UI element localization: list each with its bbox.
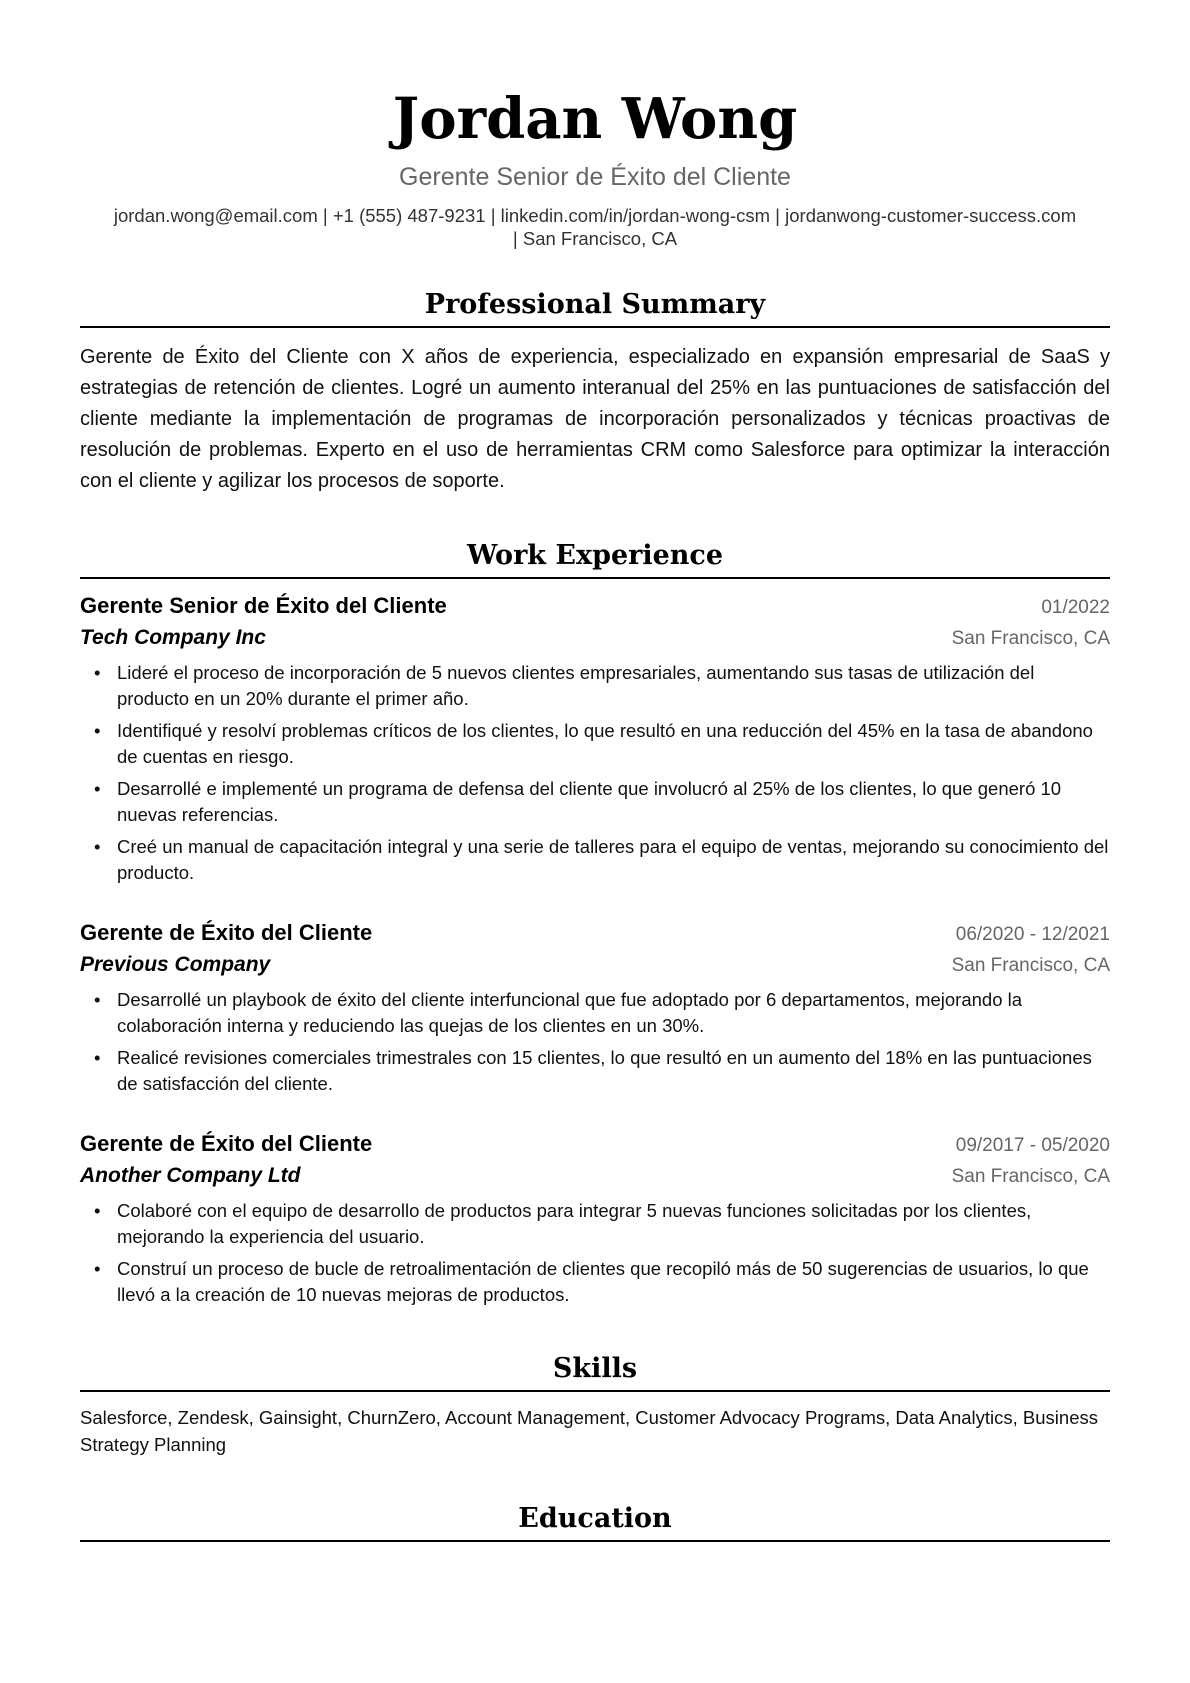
bullet-text: Construí un proceso de bucle de retroalimentación de clientes que recopiló más de 50 sugerencias de usuarios, lo que llevó a la creación de 10 nuevas mejoras de productos.: [117, 1258, 1089, 1305]
summary-section: [80, 288, 1110, 497]
job-entry: [80, 591, 1110, 886]
education-section: [80, 1502, 1110, 1542]
bullet-text: Creé un manual de capacitación integral y una serie de talleres para el equipo de ventas, mejorando su conocimiento del producto.: [117, 836, 1109, 883]
contact-info: [80, 204, 1110, 250]
job-location: San Francisco, CA: [951, 955, 1110, 976]
education-heading: Education: [80, 1502, 1110, 1542]
job-company: Tech Company Inc: [80, 626, 266, 649]
summary-text: Gerente de Éxito del Cliente con X años de experiencia, especializado en expansión empresarial de SaaS y estrategias de retención de clientes. Logré un aumento interanual del 25% en las puntuaciones de satisfacción del cliente mediante la implementación de programas de incorporación personalizados y técnicas proactivas de resolución de problemas. Experto en el uso de herramientas CRM como Salesforce para optimizar la interacción con el cliente y agilizar los procesos de soporte.: [80, 346, 1110, 492]
job-bullets: [80, 987, 1110, 1097]
bullet-item: [80, 834, 1110, 886]
job-date: 09/2017 - 05/2020: [955, 1135, 1110, 1156]
bullet-dot-icon: •: [94, 662, 101, 683]
bullet-item: [80, 1198, 1110, 1250]
bullet-item: [80, 987, 1110, 1039]
job-title: Gerente Senior de Éxito del Cliente: [80, 593, 447, 618]
candidate-name: Jordan Wong: [392, 86, 798, 152]
job-title: Gerente de Éxito del Cliente: [80, 920, 373, 945]
job-header: [80, 918, 1110, 950]
job-entry: [80, 1129, 1110, 1308]
summary-heading: Professional Summary: [80, 288, 1110, 328]
experience-heading: Work Experience: [80, 539, 1110, 579]
bullet-text: Identifiqué y resolví problemas críticos de los clientes, lo que resultó en una reducción del 45% en la tasa de abandono de cuentas en riesgo.: [117, 720, 1093, 767]
bullet-dot-icon: •: [94, 1047, 101, 1068]
bullet-text: Desarrollé un playbook de éxito del cliente interfuncional que fue adoptado por 6 departamentos, mejorando la colaboración interna y reduciendo las quejas de los clientes en un 30%.: [117, 989, 1023, 1036]
bullet-item: [80, 718, 1110, 770]
bullet-dot-icon: •: [94, 1258, 101, 1279]
job-date: 06/2020 - 12/2021: [955, 924, 1110, 945]
job-header: [80, 591, 1110, 623]
bullet-text: Desarrollé e implementé un programa de defensa del cliente que involucró al 25% de los clientes, lo que generó 10 nuevas referencias.: [117, 778, 1062, 825]
bullet-item: [80, 776, 1110, 828]
bullet-dot-icon: •: [94, 836, 101, 857]
job-title: Gerente de Éxito del Cliente: [80, 1131, 373, 1156]
candidate-title: Gerente Senior de Éxito del Cliente: [399, 163, 791, 191]
bullet-dot-icon: •: [94, 1200, 101, 1221]
job-bullets: [80, 1198, 1110, 1308]
job-location: San Francisco, CA: [951, 628, 1110, 649]
job-company: Another Company Ltd: [80, 1164, 301, 1187]
skills-text: Salesforce, Zendesk, Gainsight, ChurnZero, Account Management, Customer Advocacy Programs, Data Analytics, Business Strategy Planning: [80, 1407, 1098, 1455]
job-entry: [80, 918, 1110, 1097]
experience-section: [80, 539, 1110, 1308]
job-header: [80, 1129, 1110, 1161]
resume-page: [80, 0, 1110, 1542]
contact-line-1: jordan.wong@email.com | +1 (555) 487-9231 | linkedin.com/in/jordan-wong-csm | jordanwong-customer-success.com: [113, 205, 1077, 226]
job-bullets: [80, 660, 1110, 886]
job-subheader: [80, 1161, 1110, 1192]
bullet-text: Colaboré con el equipo de desarrollo de productos para integrar 5 nuevas funciones solicitadas por los clientes, mejorando la experiencia del usuario.: [117, 1200, 1032, 1247]
job-date: 01/2022: [1041, 597, 1110, 618]
skills-section: [80, 1352, 1110, 1458]
bullet-dot-icon: •: [94, 778, 101, 799]
bullet-item: [80, 1256, 1110, 1308]
skills-heading: Skills: [80, 1352, 1110, 1392]
job-subheader: [80, 623, 1110, 654]
contact-line-2: | San Francisco, CA: [512, 228, 678, 249]
bullet-text: Realicé revisiones comerciales trimestrales con 15 clientes, lo que resultó en un aumento del 18% en las puntuaciones de satisfacción del cliente.: [117, 1047, 1092, 1094]
bullet-item: [80, 660, 1110, 712]
bullet-item: [80, 1045, 1110, 1097]
job-subheader: [80, 950, 1110, 981]
job-location: San Francisco, CA: [951, 1166, 1110, 1187]
bullet-dot-icon: •: [94, 720, 101, 741]
bullet-dot-icon: •: [94, 989, 101, 1010]
bullet-text: Lideré el proceso de incorporación de 5 nuevos clientes empresariales, aumentando sus tasas de utilización del producto en un 20% durante el primer año.: [117, 662, 1035, 709]
job-company: Previous Company: [80, 953, 271, 976]
